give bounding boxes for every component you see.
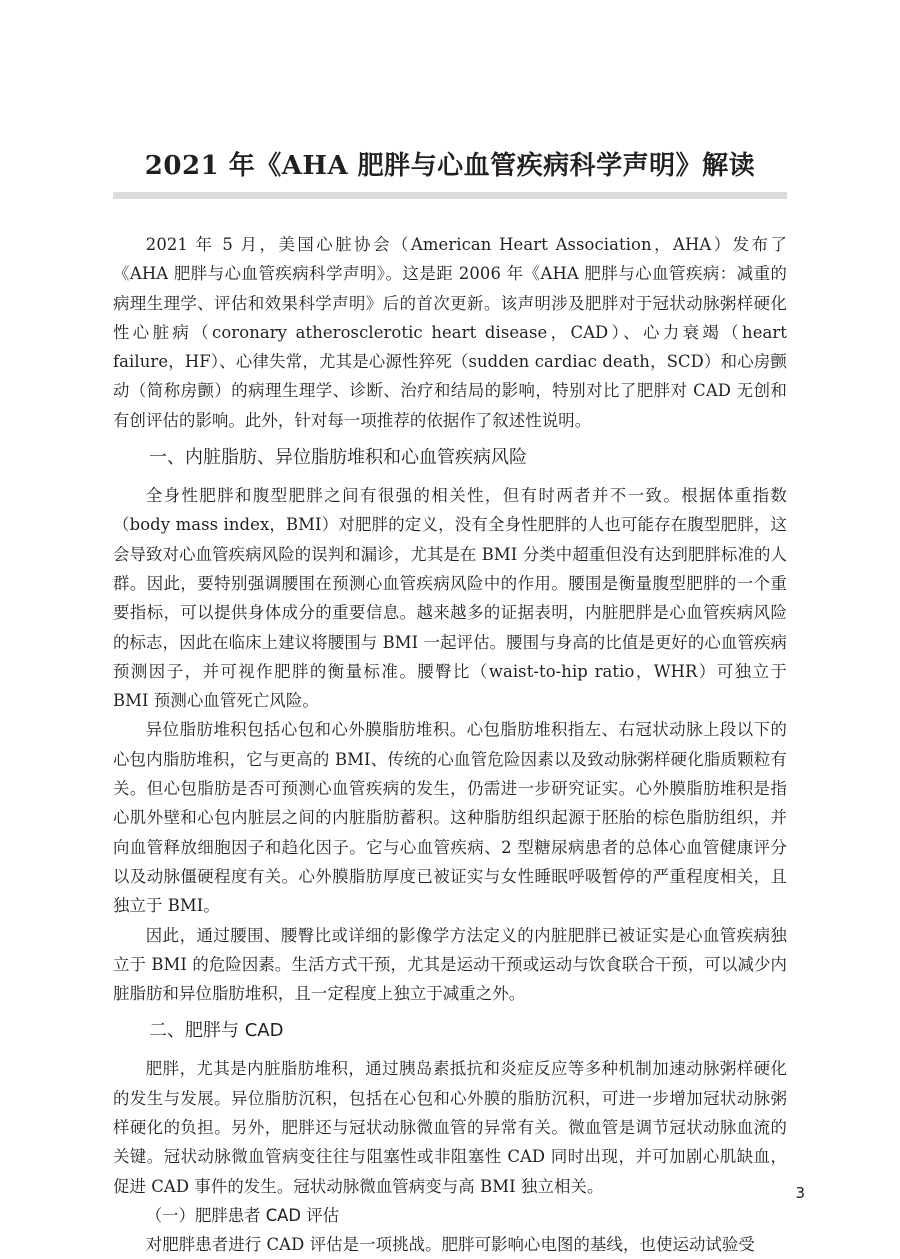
intro-paragraph: 2021 年 5 月，美国心脏协会（American Heart Association，AHA）发布了《AHA 肥胖与心血管疾病科学声明》。这是距 2006 年《AHA 肥胖与心血管疾病：减重的病理生理学、评估和效果科学声明》后的首次更新。该声明涉及肥胖对于冠状动脉粥样硬化性心脏病（coronary atherosclerotic heart disease，CAD）、心力衰竭（heart failure，HF）、心律失常，尤其是心源性猝死（sudden cardiac death，SCD）和心房颤动（简称房颤）的病理生理学、诊断、治疗和结局的影响，特别对比了肥胖对 CAD 无创和有创评估的影响。此外，针对每一项推荐的依据作了叙述性说明。: [113, 235, 787, 430]
section-1-paragraph-1: 全身性肥胖和腹型肥胖之间有很强的相关性，但有时两者并不一致。根据体重指数（body mass index，BMI）对肥胖的定义，没有全身性肥胖的人也可能存在腹型肥胖，这会导致对心血管疾病风险的误判和漏诊，尤其是在 BMI 分类中超重但没有达到肥胖标准的人群。因此，要特别强调腰围在预测心血管疾病风险中的作用。腰围是衡量腹型肥胖的一个重要指标，可以提供身体成分的重要信息。越来越多的证据表明，内脏肥胖是心血管疾病风险的标志，因此在临床上建议将腰围与 BMI 一起评估。腰围与身高的比值是更好的心血管疾病预测因子，并可视作肥胖的衡量标准。腰臀比（waist-to-hip ratio，WHR）可独立于 BMI 预测心血管死亡风险。: [113, 486, 787, 711]
section-1-paragraph-2: 异位脂肪堆积包括心包和心外膜脂肪堆积。心包脂肪堆积指左、右冠状动脉上段以下的心包内脂肪堆积，它与更高的 BMI、传统的心血管危险因素以及致动脉粥样硬化脂质颗粒有关。但心包脂肪是否可预测心血管疾病的发生，仍需进一步研究证实。心外膜脂肪堆积是指心肌外壁和心包内脏层之间的内脏脂肪蓄积。这种脂肪组织起源于胚胎的棕色脂肪组织，并向血管释放细胞因子和趋化因子。它与心血管疾病、2 型糖尿病患者的总体心血管健康评分以及动脉僵硬程度有关。心外膜脂肪厚度已被证实与女性睡眠呼吸暂停的严重程度相关，且独立于 BMI。: [113, 720, 787, 916]
section-heading-2: 二、肥胖与 CAD: [149, 1020, 284, 1042]
section-2-paragraph-1: 肥胖，尤其是内脏脂肪堆积，通过胰岛素抵抗和炎症反应等多种机制加速动脉粥样硬化的发生与发展。异位脂肪沉积，包括在心包和心外膜的脂肪沉积，可进一步增加冠状动脉粥样硬化的负担。另外，肥胖还与冠状动脉微血管的异常有关。微血管是调节冠状动脉血流的关键。冠状动脉微血管病变往往与阻塞性或非阻塞性 CAD 同时出现，并可加剧心肌缺血，促进 CAD 事件的发生。冠状动脉微血管病变与高 BMI 独立相关。: [113, 1059, 787, 1196]
title-underline-bar: [113, 192, 787, 199]
subsection-paragraph: 对肥胖患者进行 CAD 评估是一项挑战。肥胖可影响心电图的基线，也使运动试验受: [145, 1234, 755, 1254]
page-number: 3: [795, 1184, 805, 1202]
section-heading-1: 一、内脏脂肪、异位脂肪堆积和心血管疾病风险: [149, 447, 527, 469]
subsection-heading: （一）肥胖患者 CAD 评估: [145, 1205, 340, 1225]
page-title: 2021 年《AHA 肥胖与心血管疾病科学声明》解读: [144, 151, 756, 181]
section-1-paragraph-3: 因此，通过腰围、腰臀比或详细的影像学方法定义的内脏肥胖已被证实是心血管疾病独立于 BMI 的危险因素。生活方式干预，尤其是运动干预或运动与饮食联合干预，可以减少内脏脂肪和异位脂肪堆积，且一定程度上独立于减重之外。: [113, 925, 787, 1004]
body-content: [113, 230, 787, 1259]
